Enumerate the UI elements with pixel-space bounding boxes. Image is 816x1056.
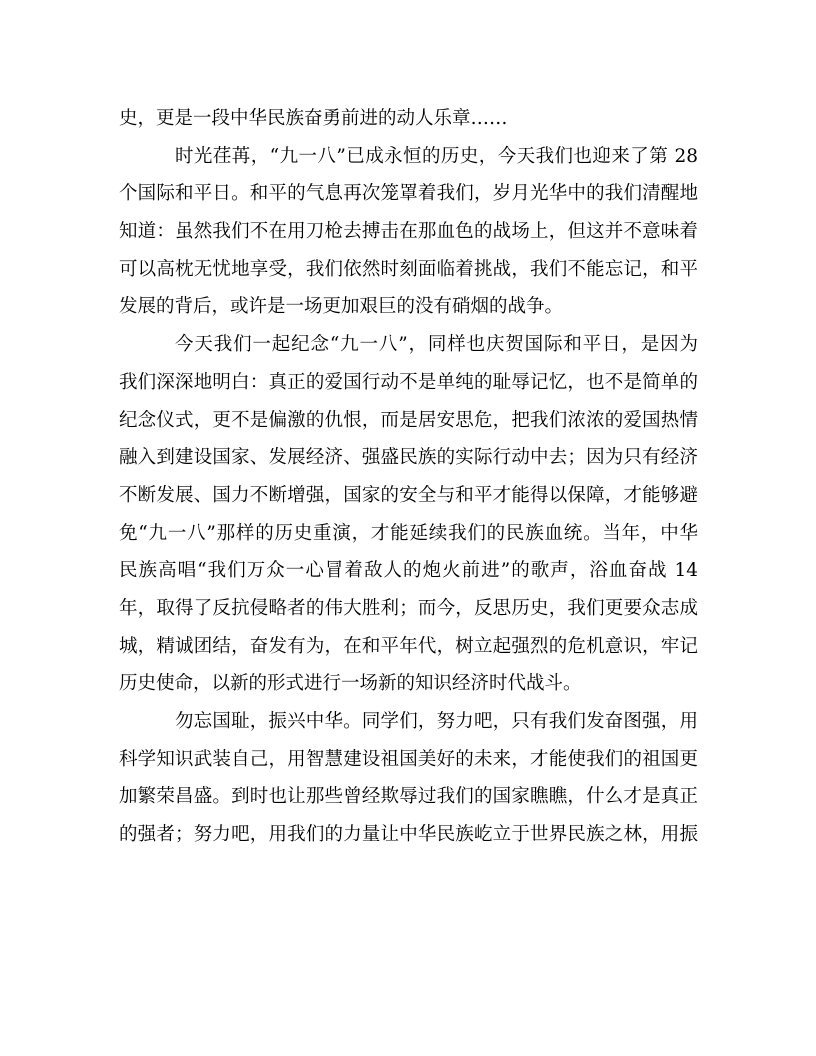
text-line: 纪念仪式，更不是偏激的仇恨，而是居安思危，把我们浓浓的爱国热情 — [119, 409, 698, 431]
text-line: 知道：虽然我们不在用刀枪去搏击在那血色的战场上，但这并不意味着 — [119, 221, 698, 243]
text-line: 历史使命，以新的形式进行一场新的知识经济时代战斗。 — [119, 673, 582, 695]
paragraph-first-line: 勿忘国耻，振兴中华。同学们，努力吧，只有我们发奋图强，用 — [175, 711, 698, 732]
text-line: 我们深深地明白：真正的爱国行动不是单纯的耻辱记忆，也不是简单的 — [119, 371, 698, 393]
paragraph-first-line: 时光荏苒，“九一八”已成永恒的历史，今天我们也迎来了第 28 — [175, 145, 698, 167]
text-line: 不断发展、国力不断增强，国家的安全与和平才能得以保障，才能够避 — [119, 484, 698, 506]
text-line: 免“九一八”那样的历史重演，才能延续我们的民族血统。当年，中华 — [119, 522, 698, 544]
text-line: 科学知识武装自己，用智慧建设祖国美好的未来，才能使我们的祖国更 — [119, 748, 698, 770]
text-line: 民族高唱“我们万众一心冒着敌人的炮火前进”的歌声，浴血奋战 14 — [119, 560, 698, 582]
body-text — [119, 100, 698, 854]
text-line: 加繁荣昌盛。到时也让那些曾经欺辱过我们的国家瞧瞧，什么才是真正 — [119, 786, 698, 808]
text-line: 的强者；努力吧，用我们的力量让中华民族屹立于世界民族之林，用振 — [119, 824, 698, 846]
text-line: 年，取得了反抗侵略者的伟大胜利；而今，反思历史，我们更要众志成 — [119, 597, 698, 619]
text-line: 融入到建设国家、发展经济、强盛民族的实际行动中去；因为只有经济 — [119, 447, 698, 469]
text-line: 城，精诚团结，奋发有为，在和平年代，树立起强烈的危机意识，牢记 — [119, 635, 698, 657]
text-line: 史，更是一段中华民族奋勇前进的动人乐章…… — [119, 108, 508, 129]
paragraph-first-line: 今天我们一起纪念“九一八”，同样也庆贺国际和平日，是因为 — [175, 334, 698, 356]
text-line: 发展的背后，或许是一场更加艰巨的没有硝烟的战争。 — [119, 296, 564, 318]
text-line: 可以高枕无忧地享受，我们依然时刻面临着挑战，我们不能忘记，和平 — [119, 258, 698, 280]
text-line: 个国际和平日。和平的气息再次笼罩着我们，岁月光华中的我们清醒地 — [119, 183, 698, 205]
